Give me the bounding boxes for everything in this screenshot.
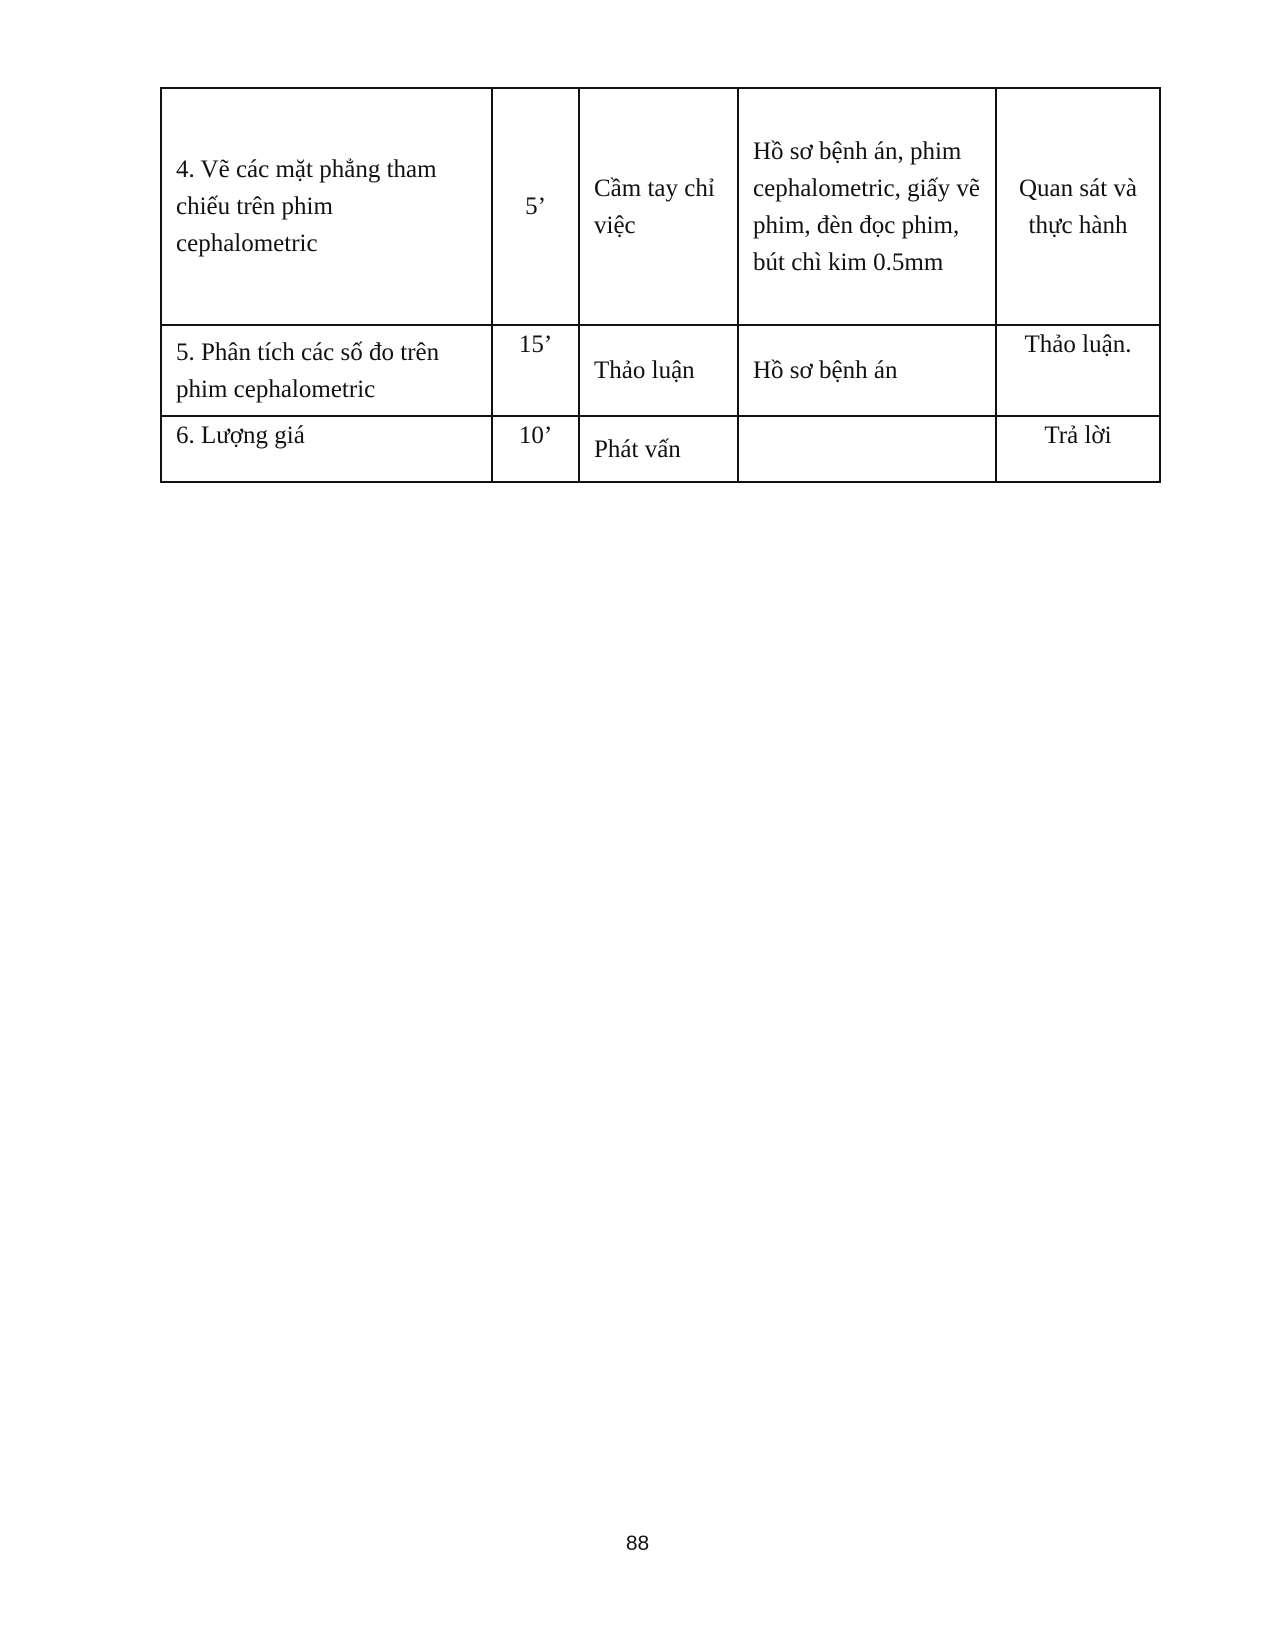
time-cell: 10’	[492, 416, 579, 482]
content-cell: 4. Vẽ các mặt phẳng tham chiếu trên phim cephalometric	[161, 88, 492, 325]
table-row	[161, 325, 1160, 416]
activity-cell: Quan sát và thực hành	[996, 88, 1160, 325]
materials-cell	[738, 416, 996, 482]
method-cell: Phát vấn	[579, 416, 738, 482]
table-row	[161, 88, 1160, 325]
method-cell: Thảo luận	[579, 325, 738, 416]
materials-cell: Hồ sơ bệnh án	[738, 325, 996, 416]
activity-cell: Thảo luận.	[996, 325, 1160, 416]
lesson-plan-table	[160, 87, 1161, 483]
content-cell: 6. Lượng giá	[161, 416, 492, 482]
materials-cell: Hồ sơ bệnh án, phim cephalometric, giấy vẽ phim, đèn đọc phim, bút chì kim 0.5mm	[738, 88, 996, 325]
table-row	[161, 416, 1160, 482]
page-number: 88	[625, 1532, 650, 1555]
method-cell: Cầm tay chỉ việc	[579, 88, 738, 325]
activity-cell: Trả lời	[996, 416, 1160, 482]
content-cell: 5. Phân tích các số đo trên phim cephalometric	[161, 325, 492, 416]
time-cell: 15’	[492, 325, 579, 416]
time-cell: 5’	[492, 88, 579, 325]
